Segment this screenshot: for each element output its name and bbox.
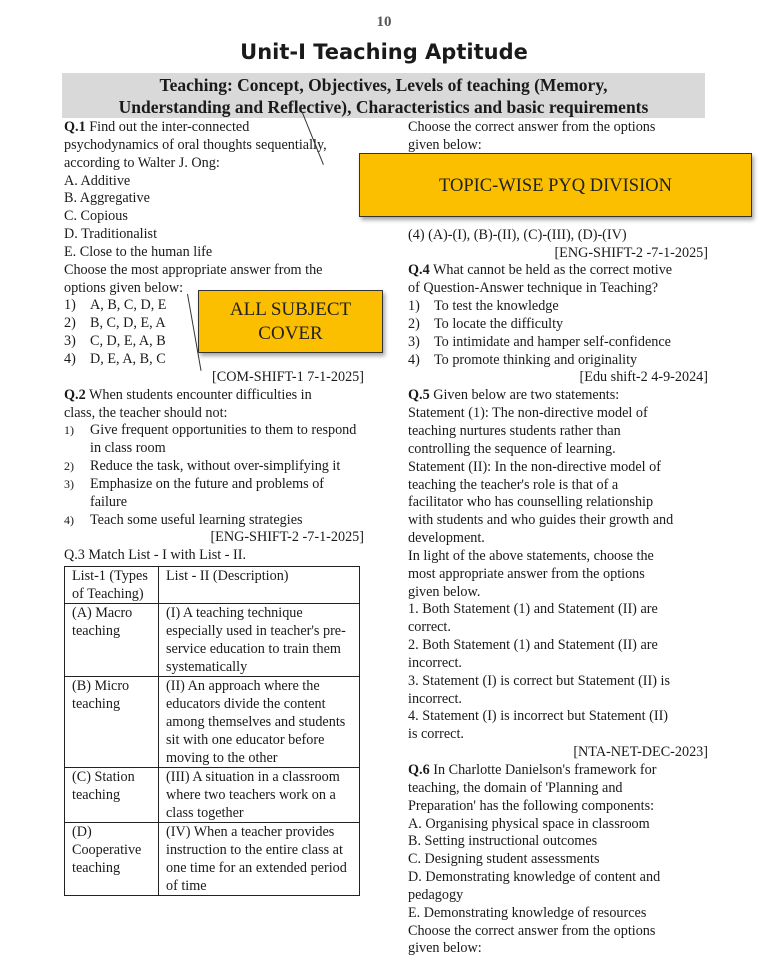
question-text: Choose the most appropriate answer from the xyxy=(64,261,323,278)
option-number: 1) xyxy=(408,298,420,315)
question-text: E. Demonstrating knowledge of resources xyxy=(408,904,647,921)
question-text: according to Walter J. Ong: xyxy=(64,154,220,171)
table-cell: List-1 (Types of Teaching) xyxy=(65,567,159,604)
question-text: 3. Statement (I) is correct but Statement (II) is xyxy=(408,672,670,689)
option-number: 2) xyxy=(64,315,76,332)
question-text: 1. Both Statement (1) and Statement (II) are xyxy=(408,601,658,618)
option-number: 2) xyxy=(64,459,74,474)
option-number: 2) xyxy=(408,315,420,332)
question-text: Statement (II): In the non-directive model of xyxy=(408,458,661,475)
option-text: C, D, E, A, B xyxy=(90,333,166,350)
question-number: Q.1 xyxy=(64,119,86,135)
source-tag: [COM-SHIFT-1 7-1-2025] xyxy=(212,368,364,385)
option xyxy=(408,298,708,316)
question-text: psychodynamics of oral thoughts sequentially, xyxy=(64,136,327,153)
option xyxy=(64,351,364,369)
option xyxy=(64,476,364,512)
question-text: 4. Statement (I) is incorrect but Statement (II) xyxy=(408,708,669,725)
question-text: correct. xyxy=(408,619,451,636)
question-text: Q.3 Match List - I with List - II. xyxy=(64,547,247,564)
option xyxy=(64,512,364,530)
question-text: most appropriate answer from the options xyxy=(408,565,645,582)
question-text: teaching the teacher's role is that of a xyxy=(408,476,619,493)
question-text: Choose the correct answer from the options xyxy=(408,922,656,939)
question-number: Q.5 xyxy=(408,387,430,404)
option-text: B, C, D, E, A xyxy=(90,315,166,332)
option-text: To locate the difficulty xyxy=(434,315,564,332)
question-text: development. xyxy=(408,530,485,547)
banner-line: COVER xyxy=(258,323,323,344)
table-cell: (I) A teaching technique especially used in teacher's pre-service education to train them systematically xyxy=(159,604,360,677)
question-text: D. Demonstrating knowledge of content and xyxy=(408,869,661,886)
table-row xyxy=(65,768,360,823)
question-text: teaching nurtures students rather than xyxy=(408,422,621,439)
all-subject-banner xyxy=(198,290,383,353)
table-row xyxy=(65,604,360,677)
question-text: A. Organising physical space in classroom xyxy=(408,815,650,832)
list-item: B. Aggregative xyxy=(64,190,150,207)
question-text: B. Setting instructional outcomes xyxy=(408,833,598,850)
question-text: given below. xyxy=(408,583,481,600)
option xyxy=(408,316,708,334)
question-text: incorrect. xyxy=(408,690,462,707)
question-text: class, the teacher should not: xyxy=(64,404,228,421)
question-text: Statement (1): The non-directive model of xyxy=(408,405,648,422)
question-number: Q.4 xyxy=(408,262,430,279)
list-item: D. Traditionalist xyxy=(64,226,158,243)
option-text: Give frequent opportunities to them to respond in class room xyxy=(90,422,357,457)
option-text: To promote thinking and originality xyxy=(434,351,638,368)
list-item: A. Additive xyxy=(64,172,131,189)
question-text: controlling the sequence of learning. xyxy=(408,440,616,457)
question-text: options given below: xyxy=(64,279,184,296)
question-number: Q.2 xyxy=(64,386,86,403)
question-text: given below: xyxy=(408,940,482,957)
subtitle-line: Understanding and Reflective), Characteristics and basic requirements xyxy=(118,97,649,117)
option xyxy=(408,352,708,370)
question-text: Q.2 When students encounter difficulties in xyxy=(64,386,312,403)
source-tag: [Edu shift-2 4-9-2024] xyxy=(579,369,708,386)
question-text: given below: xyxy=(408,136,482,153)
option-text: D, E, A, B, C xyxy=(90,350,166,367)
question-text: 2. Both Statement (1) and Statement (II) are xyxy=(408,637,658,654)
table-row xyxy=(65,823,360,896)
question-text: incorrect. xyxy=(408,654,462,671)
option-number: 3) xyxy=(64,476,74,491)
left-column xyxy=(64,119,364,896)
source-tag: [NTA-NET-DEC-2023] xyxy=(573,744,708,761)
option-text: Reduce the task, without over-simplifying it xyxy=(90,458,341,475)
question-text: C. Designing student assessments xyxy=(408,851,600,868)
question-text: Q.4 What cannot be held as the correct motive xyxy=(408,262,673,279)
question-text: Choose the correct answer from the options xyxy=(408,119,656,135)
right-column xyxy=(408,119,708,958)
table-cell: (B) Micro teaching xyxy=(65,677,159,768)
option-text: To test the knowledge xyxy=(434,298,559,315)
table-cell: (A) Macro teaching xyxy=(65,604,159,677)
option-number: 4) xyxy=(64,512,74,527)
option-text: A, B, C, D, E xyxy=(90,297,167,314)
option-number: 4) xyxy=(408,351,420,368)
table-cell: (III) A situation in a classroom where two teachers work on a class together xyxy=(159,768,360,823)
subtitle-line: Teaching: Concept, Objectives, Levels of teaching (Memory, xyxy=(159,75,608,95)
question-text: Q.6 In Charlotte Danielson's framework for xyxy=(408,762,657,778)
list-item: E. Close to the human life xyxy=(64,243,213,260)
option-text: To intimidate and hamper self-confidence xyxy=(434,333,671,350)
table-cell: (C) Station teaching xyxy=(65,768,159,823)
question-text: In light of the above statements, choose the xyxy=(408,547,654,564)
option xyxy=(408,334,708,352)
topic-wise-banner: TOPIC-WISE PYQ DIVISION xyxy=(359,153,752,217)
option-number: 3) xyxy=(408,333,420,350)
question-text: is correct. xyxy=(408,726,464,743)
source-tag: [ENG-SHIFT-2 -7-1-2025] xyxy=(210,529,364,546)
option-number: 1) xyxy=(64,423,74,438)
table-row xyxy=(65,677,360,768)
match-table xyxy=(64,566,360,896)
banner-line: ALL SUBJECT xyxy=(229,299,352,320)
option-number: 4) xyxy=(64,350,76,367)
option-text: Emphasize on the future and problems of failure xyxy=(90,475,325,510)
page-number: 10 xyxy=(376,14,392,30)
table-cell: (D) Cooperative teaching xyxy=(65,823,159,896)
question-text: Q.5 Given below are two statements: xyxy=(408,387,620,404)
option-number: 1) xyxy=(64,297,76,314)
option-text: Teach some useful learning strategies xyxy=(90,511,303,528)
question-text: facilitator who has counselling relationship xyxy=(408,494,654,511)
option: (4) (A)-(I), (B)-(II), (C)-(III), (D)-(IV) xyxy=(408,226,627,243)
list-item: C. Copious xyxy=(64,208,128,225)
option-number: 3) xyxy=(64,333,76,350)
question-text: pedagogy xyxy=(408,886,464,903)
table-cell: List - II (Description) xyxy=(159,567,360,604)
question-number: Q.6 xyxy=(408,762,430,778)
table-cell: (IV) When a teacher provides instruction to the entire class at one time for an extended period of time xyxy=(159,823,360,896)
question-text: of Question-Answer technique in Teaching? xyxy=(408,280,659,297)
section-subtitle xyxy=(62,73,705,118)
question-text: Q.1 Find out the inter-connected xyxy=(64,119,250,135)
option xyxy=(64,458,364,476)
source-tag: [ENG-SHIFT-2 -7-1-2025] xyxy=(554,244,708,261)
table-row xyxy=(65,567,360,604)
table-cell: (II) An approach where the educators divide the content among themselves and students sit with one educator before moving to the other xyxy=(159,677,360,768)
page-title: Unit-I Teaching Aptitude xyxy=(240,40,528,64)
question-text: Preparation' has the following components: xyxy=(408,797,655,814)
option xyxy=(64,422,364,458)
question-text: teaching, the domain of 'Planning and xyxy=(408,779,623,796)
question-text: with students and who guides their growth and xyxy=(408,512,674,529)
